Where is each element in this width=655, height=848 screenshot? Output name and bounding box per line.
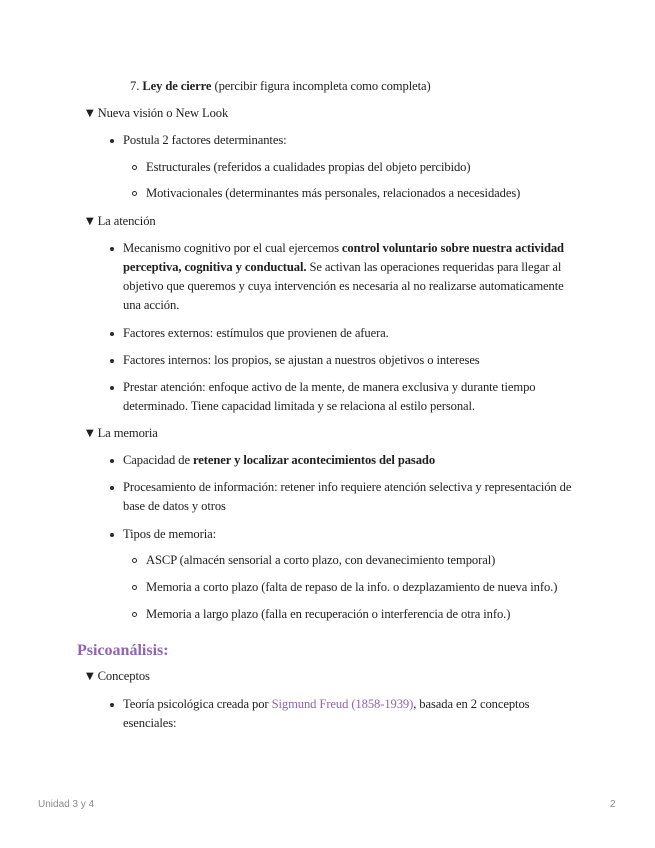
list-item: Prestar atención: enfoque activo de la mente, de manera exclusiva y durante tiempo determinado. Tiene capacidad limitada y se relaciona al estilo personal. (123, 380, 536, 413)
list-item: Procesamiento de información: retener info requiere atención selectiva y representación de base de datos y otros (123, 480, 572, 513)
sub-list-item: Motivacionales (determinantes más personales, relacionados a necesidades) (146, 186, 521, 200)
list-item: Factores internos: los propios, se ajustan a nuestros objetivos o intereses (123, 353, 480, 367)
sub-bullet-icon (132, 191, 137, 196)
numbered-item (130, 77, 431, 96)
toggle-conceptos[interactable] (86, 667, 150, 687)
list-item-text: Se activan las operaciones requeridas para llegar al objetivo que queremos y cuya intervención es necesaria al no realizarse automaticamente una acción. (123, 260, 564, 312)
list-item-text: Capacidad de (123, 453, 194, 467)
sub-bullet-icon (132, 558, 137, 563)
sub-bullet-icon (132, 612, 137, 617)
toggle-memoria[interactable] (86, 424, 158, 444)
bullet-icon (110, 359, 114, 363)
bullet-icon (110, 386, 114, 390)
bullet-icon (110, 486, 114, 490)
list-item (123, 451, 435, 470)
footer-title: Unidad 3 y 4 (38, 799, 95, 810)
page-number: 2 (610, 799, 616, 810)
triangle-down-icon[interactable]: ▼ (86, 671, 94, 682)
item-text: (percibir figura incompleta como completa) (211, 79, 431, 93)
bullet-icon (110, 703, 114, 707)
bullet-icon (110, 533, 114, 537)
toggle-label: La memoria (97, 426, 158, 440)
list-item-text: , basada en 2 conceptos esenciales: (123, 697, 530, 730)
triangle-down-icon[interactable]: ▼ (86, 108, 94, 119)
sub-list-item: Memoria a largo plazo (falla en recuperación o interferencia de otra info.) (146, 607, 511, 621)
list-item-text: Mecanismo cognitivo por el cual ejercemos (123, 241, 342, 255)
bullet-icon (110, 459, 114, 463)
list-item: Postula 2 factores determinantes: (123, 133, 287, 147)
list-item (123, 695, 563, 733)
item-bold-term: Ley de cierre (142, 79, 212, 93)
sub-bullet-icon (132, 585, 137, 590)
toggle-atencion[interactable] (86, 212, 156, 232)
freud-link[interactable]: Sigmund Freud (1858-1939) (271, 697, 414, 711)
bullet-icon (110, 139, 114, 143)
sub-list-item: Memoria a corto plazo (falta de repaso de la info. o dezplazamiento de nueva info.) (146, 580, 558, 594)
item-number: 7. (130, 79, 140, 93)
list-item-bold: retener y localizar acontecimientos del pasado (193, 453, 436, 467)
triangle-down-icon[interactable]: ▼ (86, 428, 94, 439)
toggle-label: Conceptos (97, 669, 150, 683)
list-item-bold: control voluntario sobre nuestra actividad perceptiva, cognitiva y conductual. (123, 241, 564, 274)
triangle-down-icon[interactable]: ▼ (86, 216, 94, 227)
list-item: Factores externos: estímulos que provienen de afuera. (123, 326, 389, 340)
sub-list-item: Estructurales (referidos a cualidades propias del objeto percibido) (146, 160, 471, 174)
section-heading: Psicoanálisis: (77, 642, 169, 659)
toggle-label: La atención (97, 214, 156, 228)
toggle-new-look[interactable] (86, 104, 228, 124)
toggle-label: Nueva visión o New Look (97, 106, 229, 120)
bullet-icon (110, 247, 114, 251)
list-item: Tipos de memoria: (123, 527, 216, 541)
sub-list-item: ASCP (almacén sensorial a corto plazo, con devanecimiento temporal) (146, 553, 496, 567)
sub-bullet-icon (132, 165, 137, 170)
list-item-text: Teoría psicológica creada por (123, 697, 272, 711)
list-item (123, 239, 578, 315)
bullet-icon (110, 332, 114, 336)
